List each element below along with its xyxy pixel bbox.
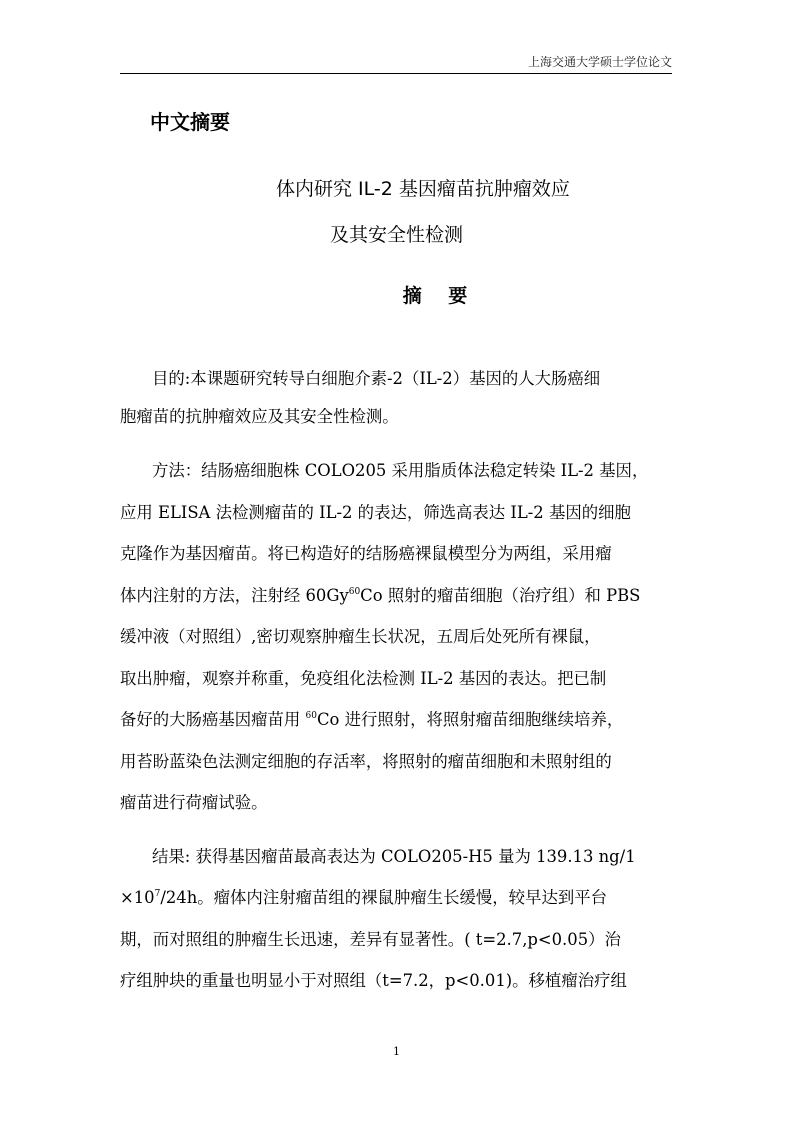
methods-line-7-superscript: 60 [305,711,317,721]
abstract-heading: 摘 要 [402,285,478,307]
methods-line-4-superscript: 60 [348,587,361,597]
methods-line-2: 应用 ELISA 法检测瘤苗的 IL-2 的表达，筛选高表达 IL-2 基因的细胞 [120,503,631,522]
methods-line-4-text-a: 体内注射的方法，注射经 60Gy [120,586,349,605]
methods-line-8: 用苔盼蓝染色法测定细胞的存活率，将照射的瘤苗细胞和未照射组的 [120,752,612,771]
results-line-2-text-a: ×10 [120,888,155,907]
results-line-3: 期，而对照组的肿瘤生长迅速，差异有显著性。( t=2.7,p<0.05）治 [120,930,621,949]
methods-line-4 [120,585,673,607]
methods-line-7 [120,709,673,731]
methods-line-3: 克隆作为基因瘤苗。将已构造好的结肠癌裸鼠模型分为两组，采用瘤 [120,544,612,563]
page-number: 1 [393,1045,400,1058]
purpose-line-1: 目的:本课题研究转导白细胞介素-2（IL-2）基因的人大肠癌细 [152,369,601,388]
running-header-title: 上海交通大学硕士学位论文 [527,55,672,69]
results-line-2-text-b: /24h。瘤体内注射瘤苗组的裸鼠肿瘤生长缓慢，较早达到平台 [160,888,608,907]
results-line-2 [120,887,673,909]
results-line-4: 疗组肿块的重量也明显小于对照组（t=7.2，p<0.01)。移植瘤治疗组 [120,971,627,990]
results-line-2-superscript: 7 [154,889,161,899]
results-line-1: 结果: 获得基因瘤苗最高表达为 COLO205-H5 量为 139.13 ng/1 [152,847,636,866]
methods-line-1: 方法：结肠癌细胞株 COLO205 采用脂质体法稳定转染 IL-2 基因， [152,461,649,480]
methods-line-5: 缓冲液（对照组）,密切观察肿瘤生长状况，五周后处死所有裸鼠， [120,627,601,646]
methods-line-9: 瘤苗进行荷瘤试验。 [120,793,268,812]
header-rule [120,73,672,74]
section-heading: 中文摘要 [150,110,230,134]
thesis-title-line-1: 体内研究 IL-2 基因瘤苗抗肿瘤效应 [276,178,570,200]
methods-line-7-text-b: Co 进行照射，将照射瘤苗细胞继续培养， [316,710,624,729]
purpose-line-2: 胞瘤苗的抗肿瘤效应及其安全性检测。 [120,407,399,426]
thesis-title-line-2: 及其安全性检测 [329,224,463,246]
methods-line-6: 取出肿瘤，观察并称重，免疫组化法检测 IL-2 基因的表达。把已制 [120,669,607,688]
methods-line-4-text-b: Co 照射的瘤苗细胞（治疗组）和 PBS [360,586,641,605]
methods-line-7-text-a: 备好的大肠癌基因瘤苗用 [120,710,306,729]
